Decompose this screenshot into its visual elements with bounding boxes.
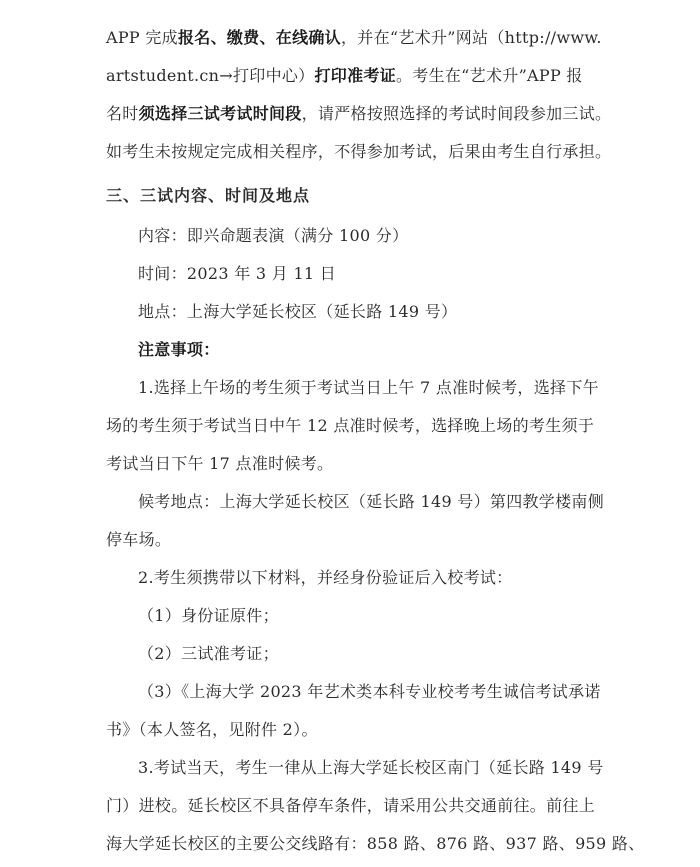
note2-item2: （2）三试准考证； — [138, 644, 279, 663]
time-line: 时间：2023 年 3 月 11 日 — [138, 264, 337, 283]
bold-text: 报名、缴费、在线确认 — [177, 28, 341, 47]
text: ，并在“艺术升”网站（http://www. — [341, 28, 602, 47]
para1-line2 — [106, 66, 583, 86]
note2-line: 2.考生须携带以下材料，并经身份验证后入校考试： — [138, 568, 513, 587]
note2-item1: （1）身份证原件； — [138, 606, 279, 625]
note3-line2: 门）进校。延长校区不具备停车条件，请采用公共交通前往。前往上 — [106, 796, 596, 815]
note2-item3-line1: （3）《上海大学 2023 年艺术类本科专业校考考生诚信考试承诺 — [138, 682, 601, 701]
note3-line3: 海大学延长校区的主要公交线路有：858 路、876 路、937 路、959 路、 — [106, 834, 645, 853]
note1-line2: 场的考生须于考试当日中午 12 点准时候考，选择晚上场的考生须于 — [106, 416, 595, 435]
wait-location-line2: 停车场。 — [106, 530, 172, 549]
location-line: 地点：上海大学延长校区（延长路 149 号） — [138, 302, 458, 321]
note3-line1: 3.考试当天，考生一律从上海大学延长校区南门（延长路 149 号 — [138, 758, 604, 777]
text: 名时 — [106, 104, 139, 123]
para1-line3 — [106, 104, 611, 124]
para1-line1 — [106, 28, 602, 48]
note1-line3: 考试当日下午 17 点准时候考。 — [106, 454, 334, 473]
text: 。考生在“艺术升”APP 报 — [395, 66, 583, 85]
bold-text: 须选择三试考试时间段 — [138, 104, 302, 123]
section-heading: 三、三试内容、时间及地点 — [106, 186, 311, 205]
content-line: 内容：即兴命题表演（满分 100 分） — [138, 226, 409, 245]
wait-location-line1: 候考地点：上海大学延长校区（延长路 149 号）第四教学楼南侧 — [138, 492, 605, 511]
text: ，请严格按照选择的考试时间段参加三试。 — [301, 104, 612, 123]
text: APP 完成 — [106, 28, 178, 47]
notes-title: 注意事项： — [138, 340, 220, 359]
bold-text: 打印准考证 — [314, 66, 396, 85]
note2-item3-line2: 书》（本人签名，见附件 2）。 — [106, 720, 318, 739]
note1-line1: 1.选择上午场的考生须于考试当日上午 7 点准时候考，选择下午 — [138, 378, 599, 397]
para1-line4: 如考生未按规定完成相关程序，不得参加考试，后果由考生自行承担。 — [106, 142, 612, 161]
text: artstudent.cn→打印中心） — [106, 66, 315, 85]
